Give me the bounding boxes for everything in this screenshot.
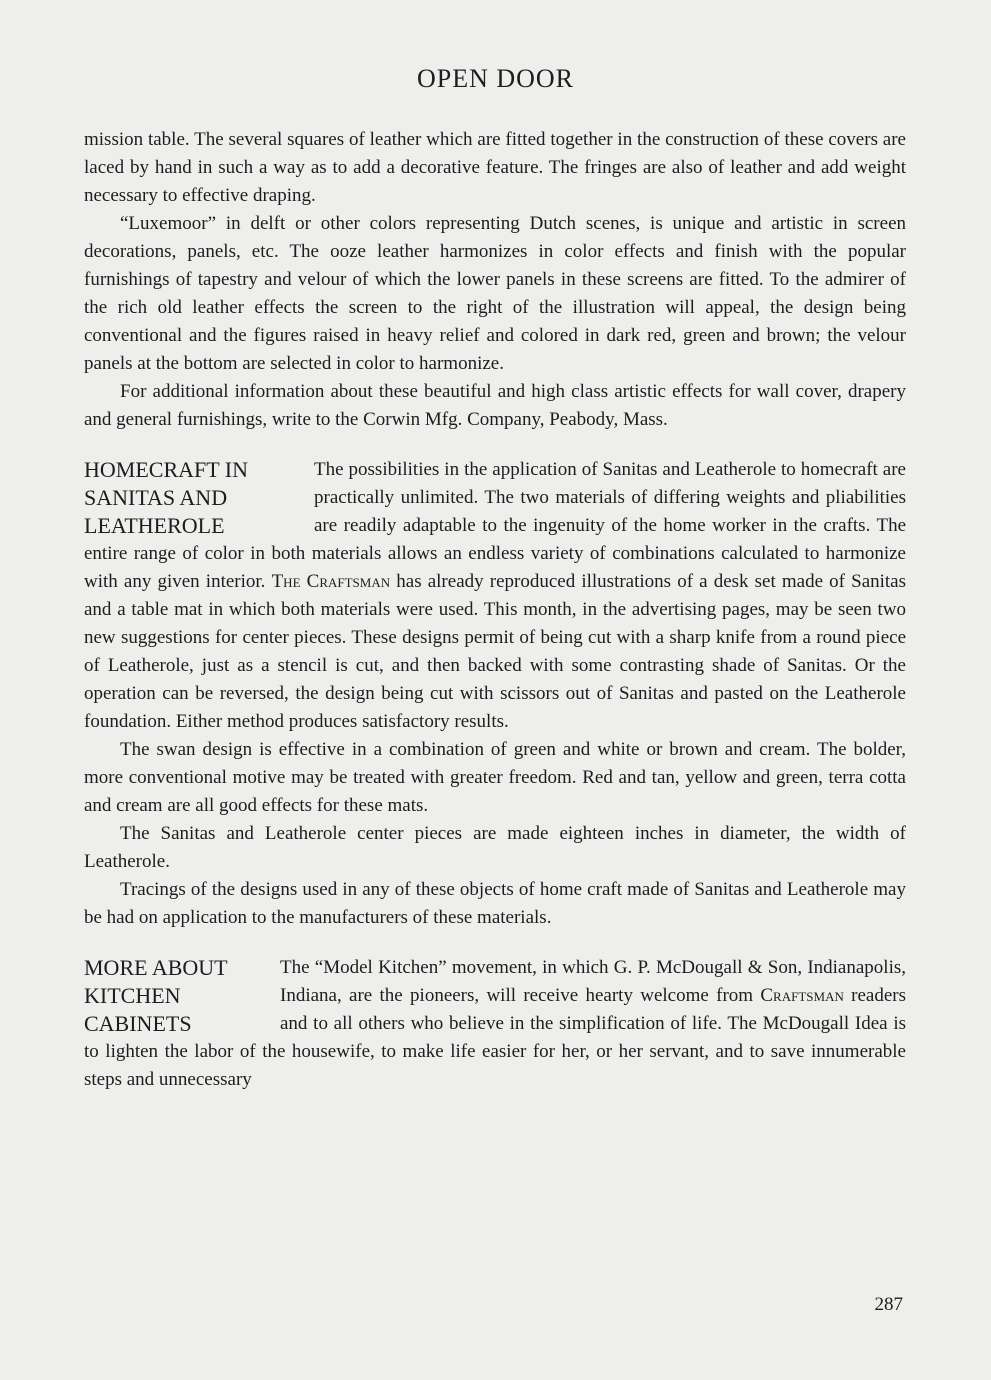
paragraph: Tracings of the designs used in any of these objects of home craft made of Sanitas and Leatherole may be had on application to the manufacturers of these materials. — [84, 879, 906, 928]
heading-line: CABINETS — [84, 1011, 192, 1036]
text-run: has already reproduced illustrations of a desk set made of Sanitas and a table mat in which both materials were used. This month, in the advertising pages, may be seen two new suggestions for center pieces. These designs permit of being cut with a sharp knife from a round piece of Leatherole, just as a stencil is cut, and then backed with some contrasting shade of Sanitas. Or the operation can be reversed, the design being cut with scissors out of Sanitas and pasted on the Leatherole foundation. Either method produces satisfactory results. — [84, 571, 907, 732]
body-text — [84, 126, 906, 1094]
heading-line: LEATHEROLE — [84, 513, 225, 538]
running-head: OPEN DOOR — [416, 64, 575, 93]
heading-line: HOMECRAFT IN — [84, 457, 249, 482]
heading-line: SANITAS AND — [84, 485, 228, 510]
section-heading — [84, 954, 274, 1038]
paragraph: The Sanitas and Leatherole center pieces are made eighteen inches in diameter, the width of Leatherole. — [84, 823, 906, 872]
publication-name: The Craftsman — [271, 571, 391, 592]
publication-name: Craftsman — [760, 985, 844, 1006]
page-number: 287 — [874, 1294, 903, 1315]
paragraph: The swan design is effective in a combination of green and white or brown and cream. The bolder, more conventional motive may be treated with greater freedom. Red and tan, yellow and green, terra cotta and cream are all good effects for these mats. — [84, 739, 906, 816]
text-run: The possibilities in the application of Sanitas and Leatherole to homecraft are practically unlimited. The two materials of differing weights and pliabilities are readily adaptable to the ingenuity of the home worker in the crafts. The entire range of color in both materials allows an endless variety of combinations calculated to harmonize with any given interior. — [84, 459, 906, 592]
text-run: The “Model Kitchen” movement, in which G. P. McDougall & Son, Indianapolis, Indiana, are the pioneers, will receive hearty welcome from — [280, 957, 906, 1006]
paragraph: “Luxemoor” in delft or other colors representing Dutch scenes, is unique and artistic in screen decorations, panels, etc. The ooze leather harmonizes in color effects and finish with the popular furnishings of tapestry and velour of which the lower panels in these screens are fitted. To the admirer of the rich old leather effects the screen to the right of the illustration will appeal, the design being conventional and the figures raised in heavy relief and colored in dark red, green and brown; the velour panels at the bottom are selected in color to harmonize. — [84, 213, 906, 374]
heading-line: MORE ABOUT — [84, 955, 228, 980]
section-kitchen-cabinets — [84, 954, 906, 1094]
paragraph: mission table. The several squares of leather which are fitted together in the construction of these covers are laced by hand in such a way as to add a decorative feature. The fringes are also of leather and add weight necessary to effective draping. — [84, 129, 906, 206]
text-run: readers and to all others who believe in the simplification of life. The McDougall Idea is to lighten the labor of the housewife, to make life easier for her, or her servant, and to save innumerable steps and unnecessary — [84, 985, 907, 1090]
paragraph: For additional information about these beautiful and high class artistic effects for wall cover, drapery and general furnishings, write to the Corwin Mfg. Company, Peabody, Mass. — [84, 381, 906, 430]
section-heading — [84, 456, 302, 540]
heading-line: KITCHEN — [84, 983, 181, 1008]
section-homecraft — [84, 456, 906, 932]
